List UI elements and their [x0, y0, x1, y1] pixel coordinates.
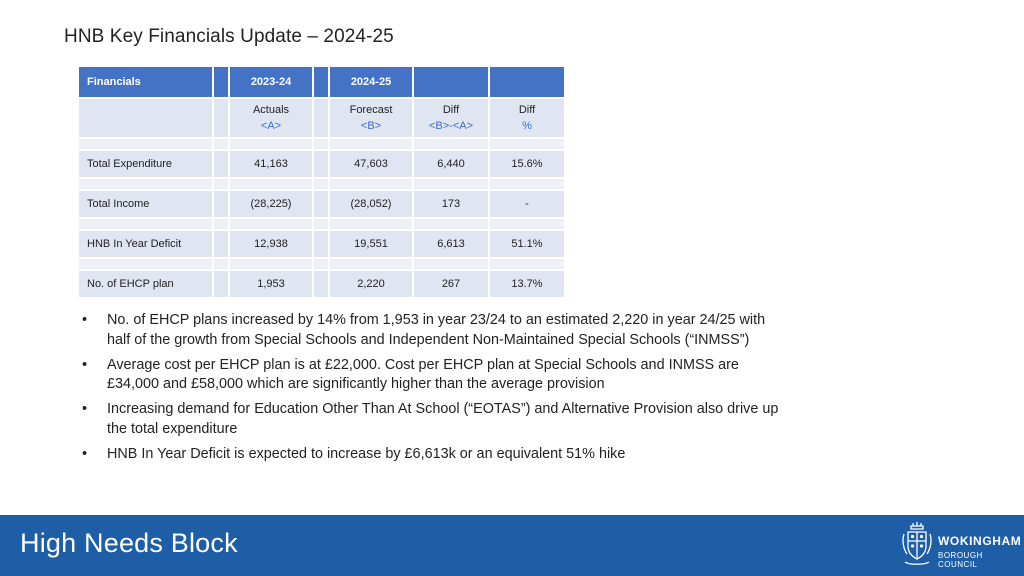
bullet-marker: •: [82, 445, 88, 462]
row-label: HNB In Year Deficit: [79, 229, 214, 257]
list-item: • HNB In Year Deficit is expected to increase by £6,613k or an equivalent 51% hike: [82, 445, 792, 465]
brand-name: WOKINGHAM: [938, 534, 1022, 548]
subheader-forecast: Forecast <B>: [330, 97, 414, 137]
row-diff: 6,440: [414, 149, 490, 177]
footer-title: High Needs Block: [20, 528, 238, 558]
row-label: Total Expenditure: [79, 149, 214, 177]
row-actuals: 41,163: [230, 149, 314, 177]
table-header-row: [79, 67, 564, 97]
table-row: [79, 229, 564, 257]
row-actuals: 1,953: [230, 269, 314, 297]
row-label: Total Income: [79, 189, 214, 217]
row-actuals: 12,938: [230, 229, 314, 257]
footer-bar: [0, 515, 1024, 576]
table-row: [79, 189, 564, 217]
brand-subtitle: BOROUGH COUNCIL: [938, 551, 983, 569]
header-2023-24: 2023-24: [230, 67, 314, 97]
bullet-list: [82, 311, 792, 470]
bullet-marker: •: [82, 356, 88, 373]
row-forecast: (28,052): [330, 189, 414, 217]
council-crest-icon: [902, 522, 932, 570]
row-forecast: 2,220: [330, 269, 414, 297]
header-empty: [414, 67, 490, 97]
list-item: • Increasing demand for Education Other Than At School (“EOTAS”) and Alternative Provision also drive up the total expenditure: [82, 401, 779, 437]
financials-table: [79, 67, 564, 297]
row-diff: 6,613: [414, 229, 490, 257]
row-diff-pct: 51.1%: [490, 229, 564, 257]
row-diff: 267: [414, 269, 490, 297]
row-actuals: (28,225): [230, 189, 314, 217]
table-row: [79, 269, 564, 297]
header-gap: [214, 67, 230, 97]
row-forecast: 47,603: [330, 149, 414, 177]
row-diff-pct: -: [490, 189, 564, 217]
row-diff-pct: 13.7%: [490, 269, 564, 297]
row-diff: 173: [414, 189, 490, 217]
header-2024-25: 2024-25: [330, 67, 414, 97]
list-item: • Average cost per EHCP plan is at £22,000. Cost per EHCP plan at Special Schools and INMSS are £34,000 and £58,000 which are significantly higher than the average provision: [82, 356, 739, 392]
row-label: No. of EHCP plan: [79, 269, 214, 297]
subheader-diff: Diff <B>-<A>: [414, 97, 490, 137]
row-diff-pct: 15.6%: [490, 149, 564, 177]
subheader-actuals: Actuals <A>: [230, 97, 314, 137]
bullet-marker: •: [82, 312, 88, 328]
table-row: [79, 149, 564, 177]
subheader-diff-pct: Diff %: [490, 97, 564, 137]
header-financials: Financials: [79, 67, 214, 97]
table-subheader-row: [79, 97, 564, 137]
header-gap: [314, 67, 330, 97]
list-item: • No. of EHCP plans increased by 14% from 1,953 in year 23/24 to an estimated 2,220 in year 24/25 with half of the growth from Special Schools and Independent Non-Maintained Special Schools (“INMSS”): [82, 312, 766, 348]
header-empty: [490, 67, 564, 97]
slide-title: HNB Key Financials Update – 2024-25: [64, 26, 394, 47]
bullet-marker: •: [82, 401, 88, 417]
row-forecast: 19,551: [330, 229, 414, 257]
